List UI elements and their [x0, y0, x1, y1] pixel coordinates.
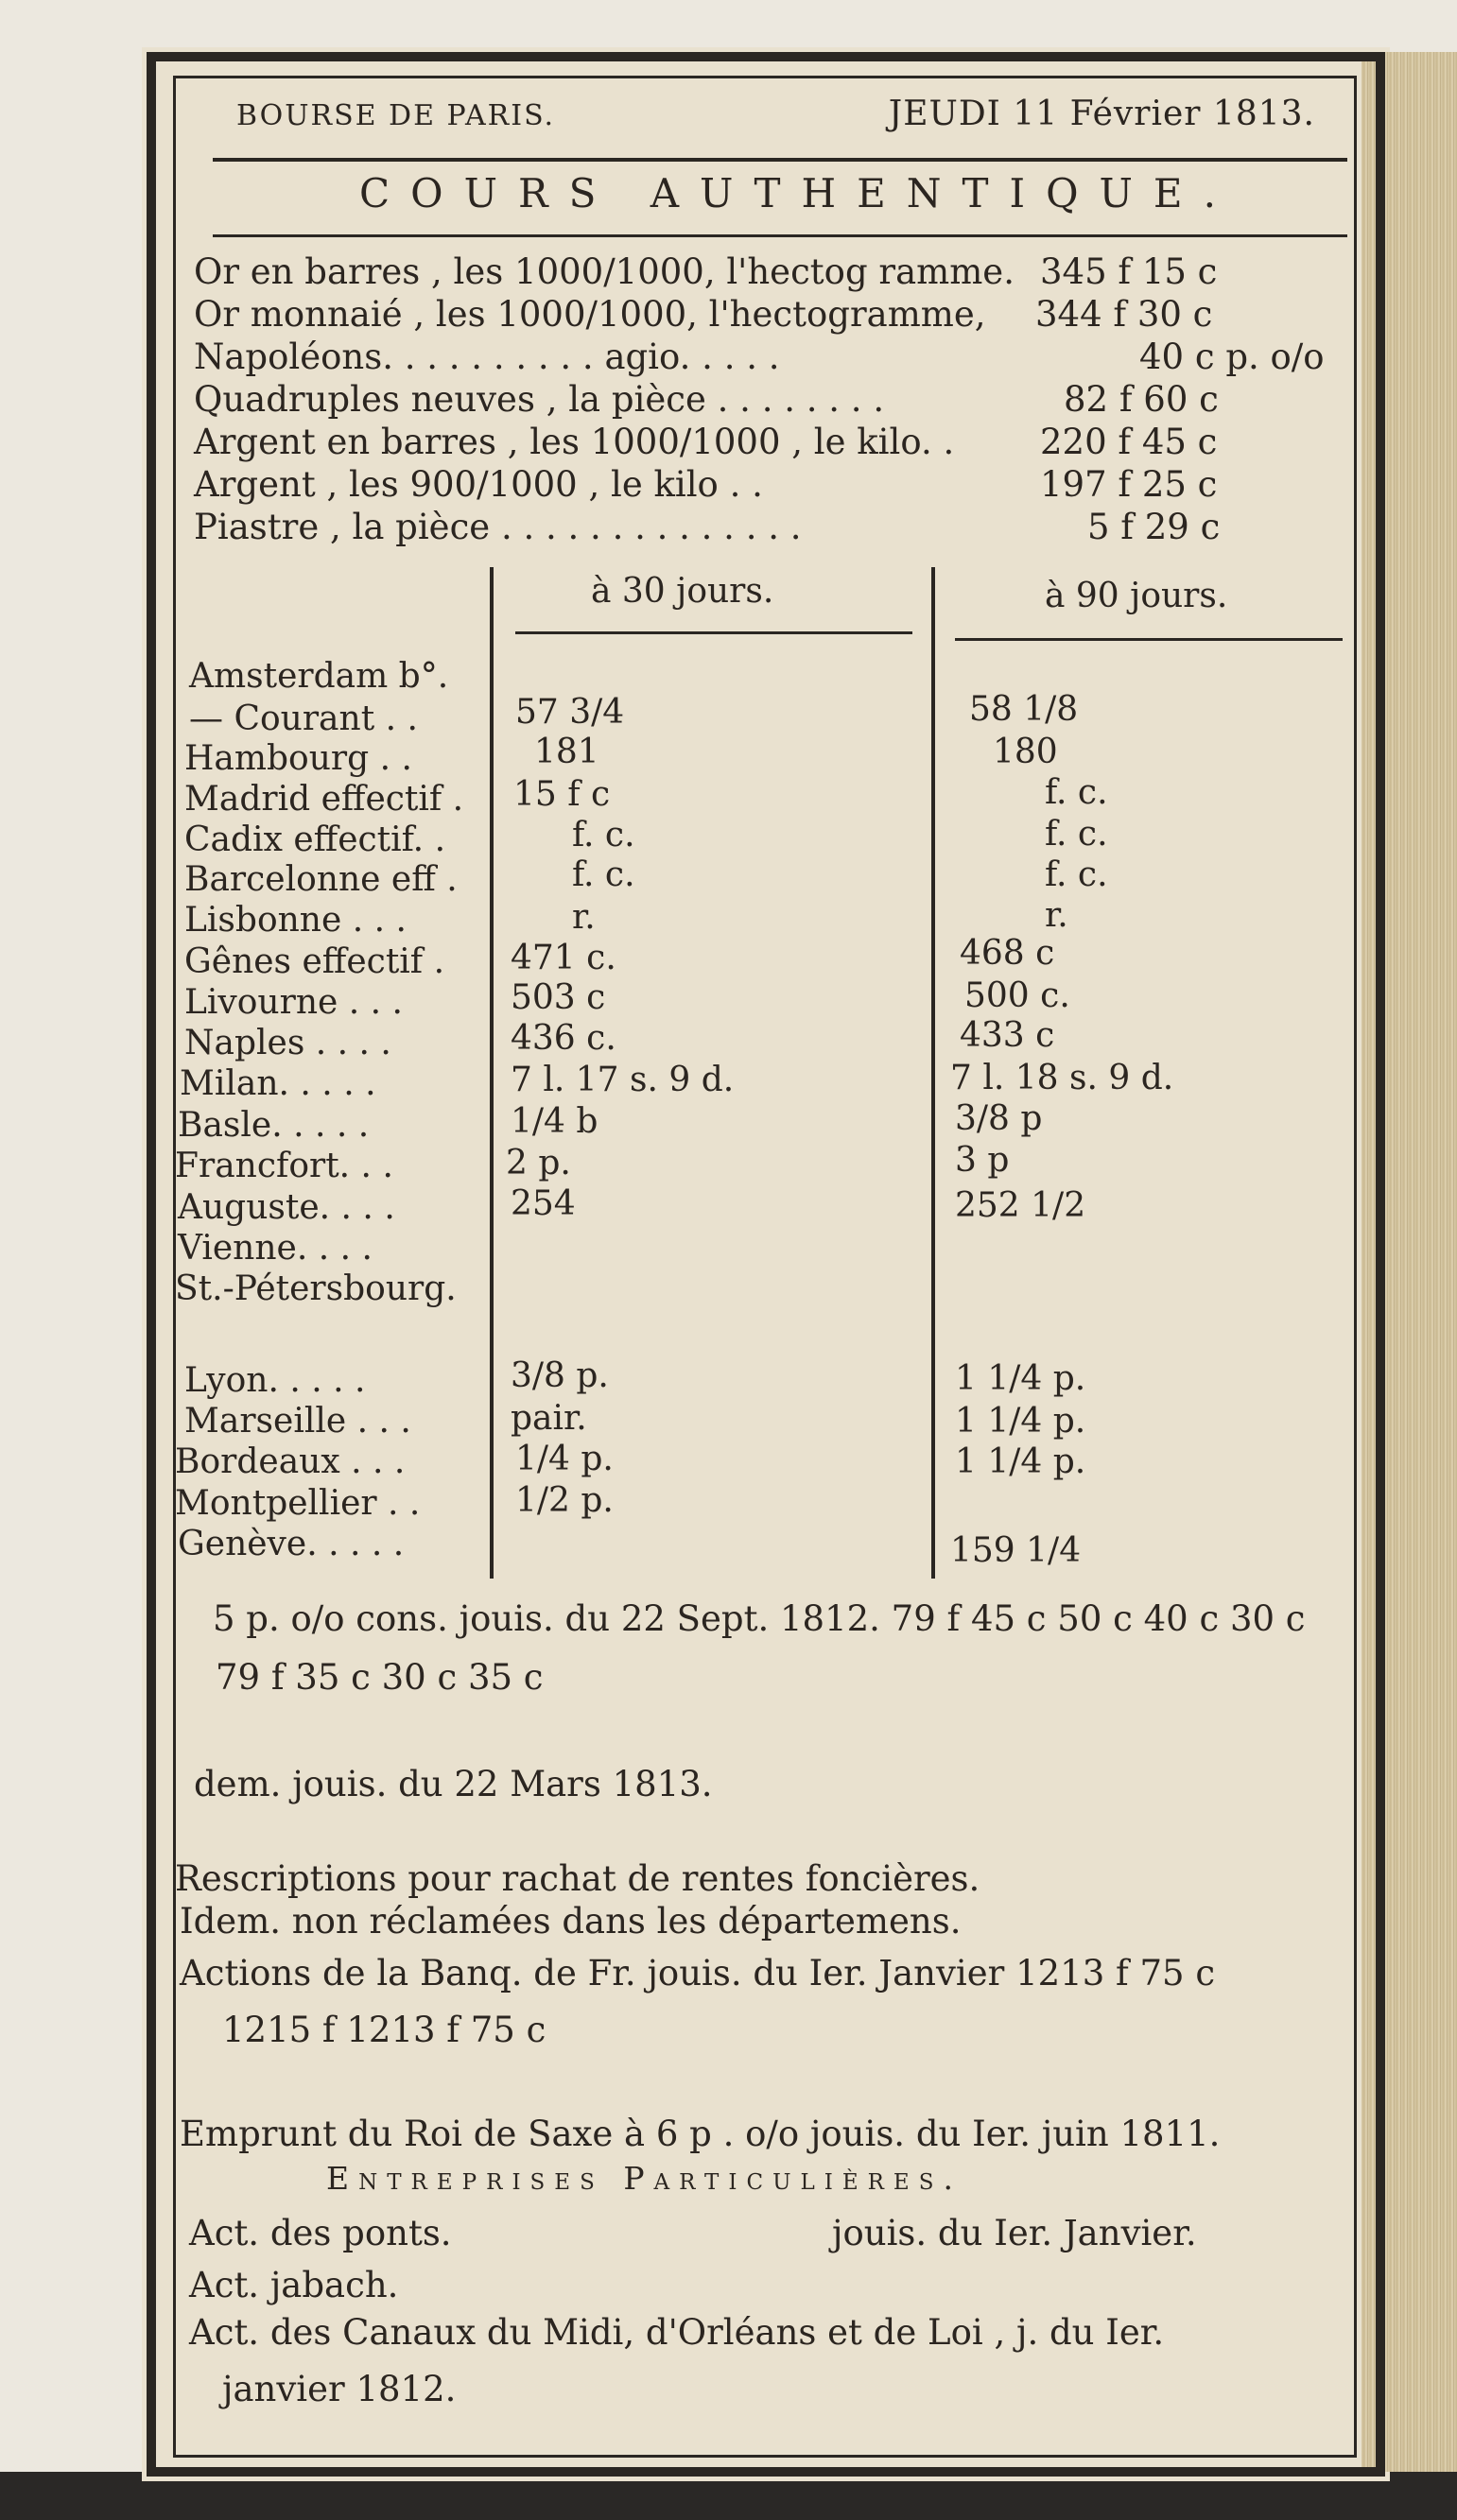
title-rule [213, 234, 1347, 237]
metal-value: 40 c p. o/o [1139, 337, 1325, 377]
table-cell-30: f. c. [572, 816, 635, 854]
table-cell-90: 1 1/4 p. [955, 1442, 1086, 1481]
funds-emprunt: Emprunt du Roi de Saxe à 6 p . o/o jouis. du Ier. juin 1811. [180, 2114, 1221, 2154]
table-cell-90: 433 c [960, 1016, 1055, 1055]
table-row-city: Marseille . . . [184, 1402, 411, 1441]
table-row-city: Montpellier . . [175, 1484, 421, 1523]
table-cell-30: 254 [511, 1184, 576, 1223]
table-cell-90: f. c. [1045, 773, 1108, 812]
metal-value: 5 f 29 c [1087, 507, 1221, 547]
funds-banque-line1: Actions de la Banq. de Fr. jouis. du Ier. Janvier 1213 f 75 c [180, 1953, 1216, 1994]
table-cell-90: 159 1/4 [950, 1531, 1082, 1570]
column-header-90-days: à 90 jours. [1045, 577, 1228, 615]
entreprise-ponts-jouis: jouis. du Ier. Janvier. [832, 2213, 1197, 2253]
table-cell-90: 1 1/4 p. [955, 1402, 1086, 1441]
table-row-city: Gênes effectif . [184, 942, 445, 981]
column-header-30-days: à 30 jours. [591, 572, 774, 611]
table-row-city: Naples . . . . [184, 1024, 391, 1062]
funds-idem: Idem. non réclamées dans les départemens. [180, 1901, 962, 1942]
funds-banque-line2: 1215 f 1213 f 75 c [222, 2010, 546, 2050]
header-date: JEUDI 11 Février 1813. [888, 95, 1315, 133]
table-cell-30: 503 c [511, 978, 606, 1017]
table-cell-90: 3 p [955, 1141, 1010, 1180]
table-row-city: Basle. . . . . [178, 1106, 370, 1145]
table-cell-90: 3/8 p [955, 1099, 1043, 1138]
metal-label: Or en barres , les 1000/1000, l'hectog ramme. [194, 251, 1015, 292]
metal-label: Piastre , la pièce . . . . . . . . . . . . . . [194, 507, 802, 547]
table-cell-90: r. [1045, 896, 1068, 935]
entreprise-canaux-line1: Act. des Canaux du Midi, d'Orléans et de Loi , j. du Ier. [189, 2312, 1165, 2353]
table-row-city: Lyon. . . . . [184, 1361, 366, 1400]
table-cell-30: 3/8 p. [511, 1356, 609, 1395]
table-row-city: Amsterdam b°. [189, 657, 449, 696]
table-cell-90: 7 l. 18 s. 9 d. [950, 1059, 1174, 1097]
table-cell-90: 500 c. [964, 976, 1070, 1015]
table-cell-30: 57 3/4 [515, 693, 625, 732]
table-cell-30: pair. [511, 1399, 587, 1438]
metal-label: Argent , les 900/1000 , le kilo . . [194, 464, 763, 505]
entreprise-canaux-line2: janvier 1812. [222, 2369, 457, 2409]
column-rule-90 [955, 638, 1343, 641]
table-cell-90: 252 1/2 [955, 1186, 1086, 1225]
metal-label: Napoléons. . . . . . . . . . agio. . . . . [194, 337, 780, 377]
entreprise-ponts-label: Act. des ponts. [189, 2213, 452, 2253]
page-title: COURS AUTHENTIQUE. [359, 170, 1237, 216]
table-cell-90: 58 1/8 [969, 690, 1079, 729]
metal-label: Quadruples neuves , la pièce . . . . . . . . [194, 379, 885, 420]
table-cell-30: 7 l. 17 s. 9 d. [511, 1061, 735, 1099]
table-row-city: Cadix effectif. . [184, 820, 446, 859]
metal-value: 220 f 45 c [1040, 422, 1218, 462]
section-heading-entreprises: Entreprises Particulières. [326, 2160, 963, 2197]
metal-label: Argent en barres , les 1000/1000 , le kilo. . [194, 422, 955, 462]
table-row-city: St.-Pétersbourg. [175, 1269, 457, 1308]
table-cell-90: 180 [993, 733, 1058, 771]
entreprise-jabach: Act. jabach. [189, 2265, 399, 2305]
table-row-city: Madrid effectif . [184, 780, 464, 819]
table-cell-30: 15 f c [513, 775, 611, 814]
table-cell-30: 436 c. [511, 1019, 616, 1058]
table-cell-90: f. c. [1045, 815, 1108, 854]
table-row-city: Vienne. . . . [178, 1229, 373, 1268]
table-row-city: Francfort. . . [175, 1147, 393, 1185]
table-cell-30: 2 p. [506, 1144, 571, 1182]
table-row-city: Milan. . . . . [180, 1064, 376, 1103]
funds-cons-line2: 79 f 35 c 30 c 35 c [216, 1657, 544, 1698]
table-row-city: Genève. . . . . [178, 1525, 405, 1563]
table-cell-90: 468 c [960, 934, 1055, 973]
metal-value: 344 f 30 c [1035, 294, 1213, 335]
facing-page-edge [0, 52, 163, 2472]
table-cell-30: r. [572, 898, 596, 937]
table-row-city: — Courant . . [189, 699, 418, 738]
table-cell-90: f. c. [1045, 855, 1108, 894]
metal-value: 82 f 60 c [1064, 379, 1219, 420]
background-top [0, 0, 1457, 52]
table-cell-30: 471 c. [511, 939, 616, 977]
table-row-city: Hambourg . . [184, 739, 412, 778]
table-row-city: Barcelonne eff . [184, 860, 458, 899]
funds-cons-line1: 5 p. o/o cons. jouis. du 22 Sept. 1812. 79 f 45 c 50 c 40 c 30 c [213, 1598, 1306, 1639]
header-rule [213, 158, 1347, 162]
table-cell-30: 1/2 p. [515, 1481, 614, 1520]
table-row-city: Livourne . . . [184, 983, 403, 1022]
table-cell-30: 181 [534, 733, 599, 771]
table-cell-90: 1 1/4 p. [955, 1359, 1086, 1398]
column-rule-30 [515, 631, 912, 634]
header-bourse: BOURSE DE PARIS. [236, 99, 556, 132]
table-divider-right [931, 567, 935, 1579]
table-row-city: Lisbonne . . . [184, 901, 407, 940]
funds-rescriptions: Rescriptions pour rachat de rentes foncières. [175, 1858, 980, 1899]
table-cell-30: 1/4 p. [515, 1440, 614, 1478]
table-row-city: Auguste. . . . [178, 1188, 395, 1227]
table-row-city: Bordeaux . . . [175, 1442, 406, 1481]
funds-dem: dem. jouis. du 22 Mars 1813. [194, 1764, 713, 1804]
table-cell-30: f. c. [572, 855, 635, 894]
metal-value: 345 f 15 c [1040, 251, 1218, 292]
table-divider-left [490, 567, 494, 1579]
metal-label: Or monnaié , les 1000/1000, l'hectogramme, [194, 294, 986, 335]
table-cell-30: 1/4 b [511, 1102, 598, 1141]
metal-value: 197 f 25 c [1040, 464, 1218, 505]
